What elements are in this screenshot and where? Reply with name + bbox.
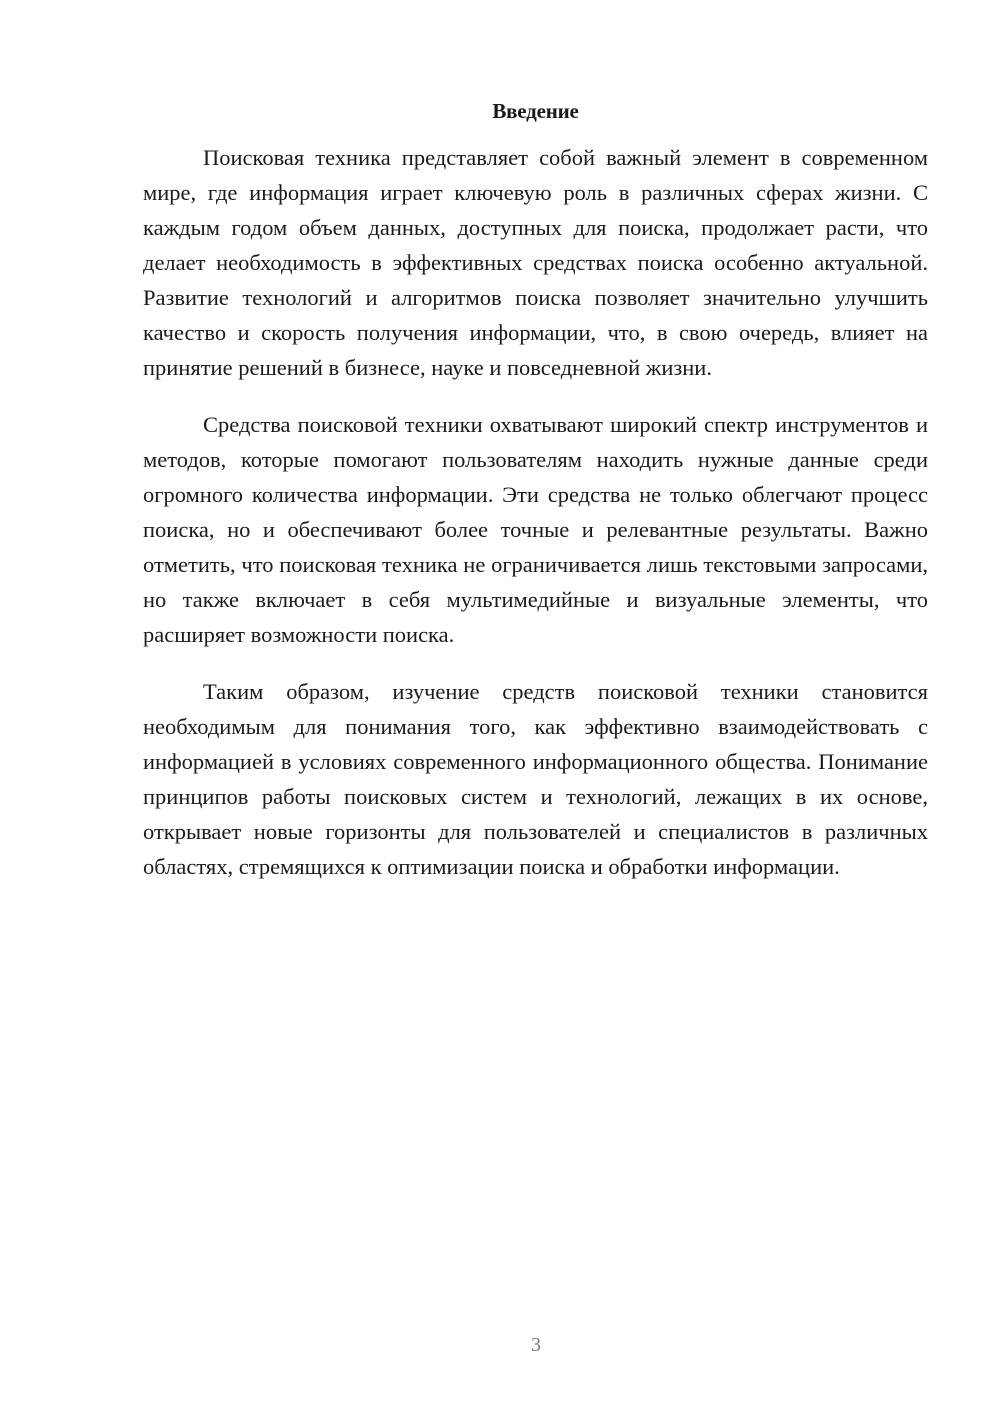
paragraph-2: Средства поисковой техники охватывают широкий спектр инструментов и методов, которые помогают пользователям находить нужные данные среди огромного количества информации. Эти средства не только облегчают процесс поиска, но и обеспечивают более точные и релевантные результаты. Важно отметить, что поисковая техника не ограничивается лишь текстовыми запросами, но также включает в себя мультимедийные и визуальные элементы, что расширяет возможности поиска. — [143, 412, 928, 647]
paragraph-3: Таким образом, изучение средств поисковой техники становится необходимым для понимания того, как эффективно взаимодействовать с информацией в условиях современного информационного общества. Понимание принципов работы поисковых систем и технологий, лежащих в их основе, открывает новые горизонты для пользователей и специалистов в различных областях, стремящихся к оптимизации поиска и обработки информации. — [143, 679, 928, 879]
paragraph-1: Поисковая техника представляет собой важный элемент в современном мире, где информация играет ключевую роль в различных сферах жизни. С каждым годом объем данных, доступных для поиска, продолжает расти, что делает необходимость в эффективных средствах поиска особенно актуальной. Развитие технологий и алгоритмов поиска позволяет значительно улучшить качество и скорость получения информации, что, в свою очередь, влияет на принятие решений в бизнесе, науке и повседневной жизни. — [143, 145, 928, 380]
section-heading: Введение — [492, 99, 579, 123]
page-number: 3 — [531, 1334, 541, 1356]
page-content — [143, 96, 928, 906]
